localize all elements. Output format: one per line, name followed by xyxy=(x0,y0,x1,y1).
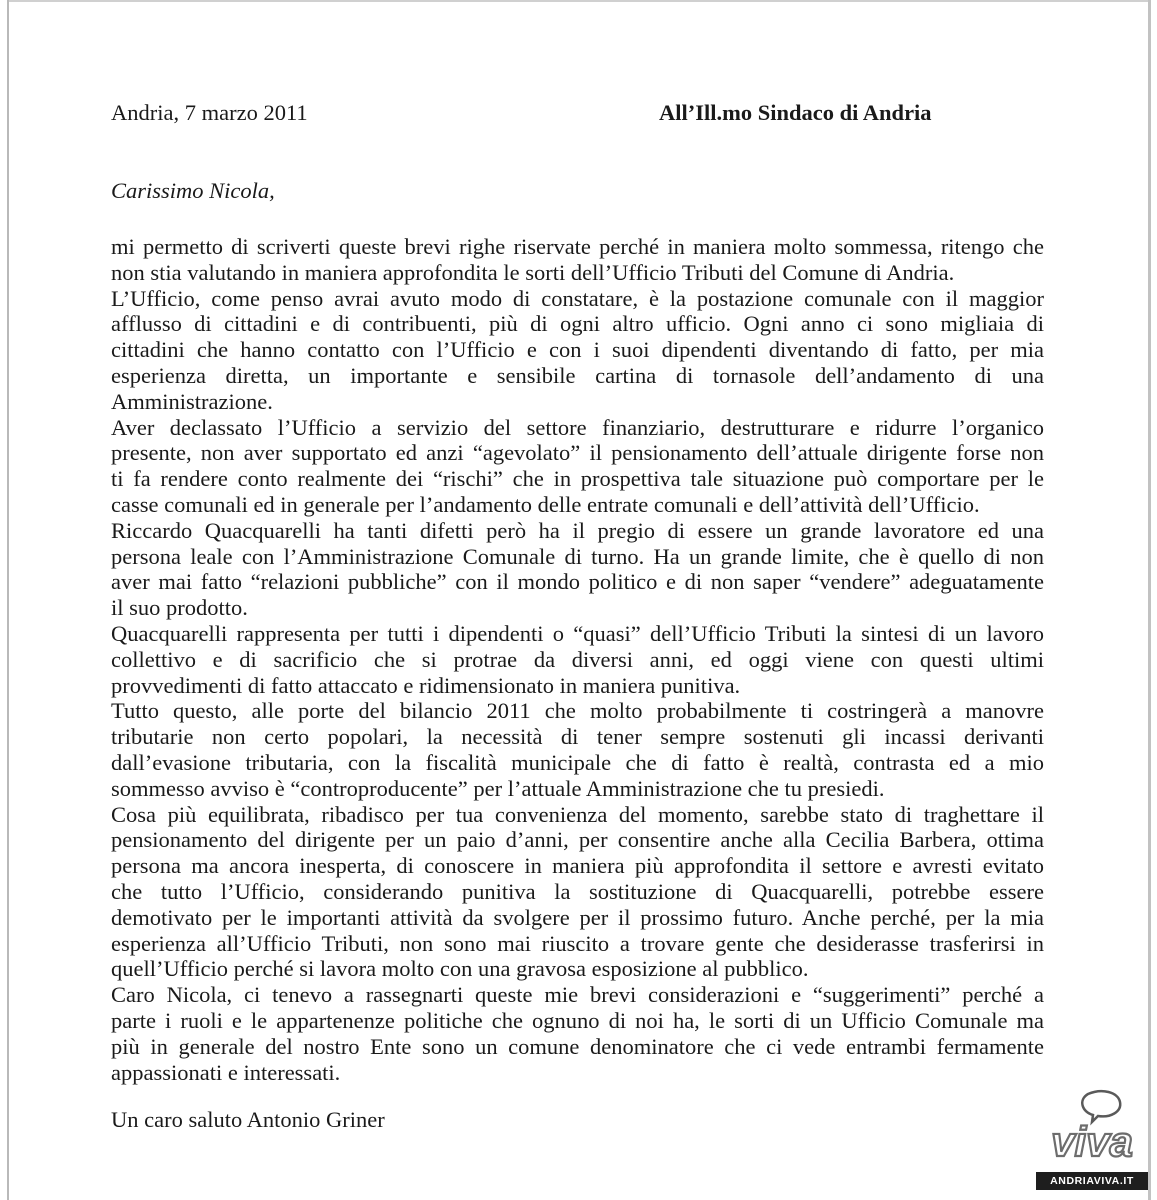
body-line: Tutto questo, alle porte del bilancio 2011 che molto probabilmente ti costringerà a manovre xyxy=(111,698,1044,724)
body-line: appassionati e interessati. xyxy=(111,1059,341,1085)
body-line: non stia valutando in maniera approfondita le sorti dell’Ufficio Tributi del Comune di Andria. xyxy=(111,259,955,285)
recipient: All’Ill.mo Sindaco di Andria xyxy=(659,100,932,125)
body-line: ti fa rendere conto realmente dei “rischi” che in prospettiva tale situazione può comportare per le xyxy=(111,466,1044,492)
body-line: esperienza diretta, un importante e sensibile cartina di tornasole dell’andamento di una xyxy=(111,362,1044,388)
body-line: dall’evasione tributaria, con la fiscalità municipale che di fatto è realtà, contrasta ed a mio xyxy=(111,749,1044,775)
signature: Un caro saluto Antonio Griner xyxy=(111,1107,385,1132)
body-line: casse comunali ed in generale per l’andamento delle entrate comunali e dell’attività dell’Ufficio. xyxy=(111,491,980,517)
body-line: Quacquarelli rappresenta per tutti i dipendenti o “quasi” dell’Ufficio Tributi la sintesi di un lavoro xyxy=(111,620,1044,646)
letter-body xyxy=(111,234,1044,1085)
body-line: cittadini che hanno contatto con l’Ufficio e con i suoi dipendenti diventando di fatto, per mia xyxy=(111,337,1044,363)
greeting: Carissimo Nicola, xyxy=(111,178,275,203)
body-line: che tutto l’Ufficio, considerando punitiva la sostituzione di Quacquarelli, potrebbe essere xyxy=(111,878,1044,904)
watermark xyxy=(1036,1086,1148,1190)
viva-logo xyxy=(1036,1086,1148,1168)
body-line: esperienza all’Ufficio Tributi, non sono mai riuscito a trovare gente che desiderasse trasferirsi in xyxy=(111,930,1044,956)
body-line: Riccardo Quacquarelli ha tanti difetti però ha il pregio di essere un grande lavoratore ed una xyxy=(111,517,1044,543)
body-line: pensionamento del dirigente per un paio d’anni, per consentire anche alla Cecilia Barbera, ottima xyxy=(111,827,1044,853)
body-line: demotivato per le importanti attività da svolgere per il prossimo futuro. Anche perché, per la mia xyxy=(111,904,1044,930)
body-line: L’Ufficio, come penso avrai avuto modo di constatare, è la postazione comunale con il maggior xyxy=(111,285,1044,311)
body-line: provvedimenti di fatto attaccato e ridimensionato in maniera punitiva. xyxy=(111,672,741,698)
body-line: collettivo e di sacrificio che si protrae da diversi anni, ed oggi viene con questi ultimi xyxy=(111,646,1044,672)
body-line: il suo prodotto. xyxy=(111,595,248,621)
site-url: ANDRIAVIVA.IT xyxy=(1036,1172,1148,1190)
body-line: Aver declassato l’Ufficio a servizio del settore finanziario, destrutturare e ridurre l’organico xyxy=(111,414,1044,440)
page-edge-left xyxy=(7,0,9,1200)
logo-text: viva xyxy=(1051,1118,1133,1165)
body-line: Caro Nicola, ci tenevo a rassegnarti queste mie brevi considerazioni e “suggerimenti” perché a xyxy=(111,982,1044,1008)
body-line: persona leale con l’Amministrazione Comunale di turno. Ha un grande limite, che è quello di non xyxy=(111,543,1044,569)
body-line: più in generale del nostro Ente sono un comune denominatore che ci vede entrambi fermamente xyxy=(111,1033,1044,1059)
body-line: Amministrazione. xyxy=(111,388,273,414)
page-edge-right xyxy=(1148,0,1151,1200)
place-date: Andria, 7 marzo 2011 xyxy=(111,100,308,125)
body-line: aver mai fatto “relazioni pubbliche” con il mondo politico e di non saper “vendere” adeguatamente xyxy=(111,569,1044,595)
body-line: sommesso avviso è “controproducente” per l’attuale Amministrazione che tu presiedi. xyxy=(111,775,885,801)
body-line: tributarie non certo popolari, la necessità di tener sempre sostenuti gli incassi derivanti xyxy=(111,724,1044,750)
body-line: mi permetto di scriverti queste brevi righe riservate perché in maniera molto sommessa, ritengo che xyxy=(111,234,1044,259)
body-line: quell’Ufficio perché si lavora molto con una gravosa esposizione al pubblico. xyxy=(111,956,809,982)
body-line: Cosa più equilibrata, ribadisco per tua convenienza del momento, sarebbe stato di traghettare il xyxy=(111,801,1044,827)
body-line: afflusso di cittadini e di contribuenti, più di ogni altro ufficio. Ogni anno ci sono migliaia di xyxy=(111,311,1044,337)
body-line: persona ma ancora inesperta, di conoscere in maniera più approfondita il settore e avresti evitato xyxy=(111,853,1044,879)
body-line: parte i ruoli e le appartenenze politiche che ognuno di noi ha, le sorti di un Ufficio Comunale ma xyxy=(111,1007,1044,1033)
body-line: presente, non aver supportato ed anzi “agevolato” il pensionamento dell’attuale dirigente forse non xyxy=(111,440,1044,466)
page-top-edge xyxy=(9,0,1148,2)
